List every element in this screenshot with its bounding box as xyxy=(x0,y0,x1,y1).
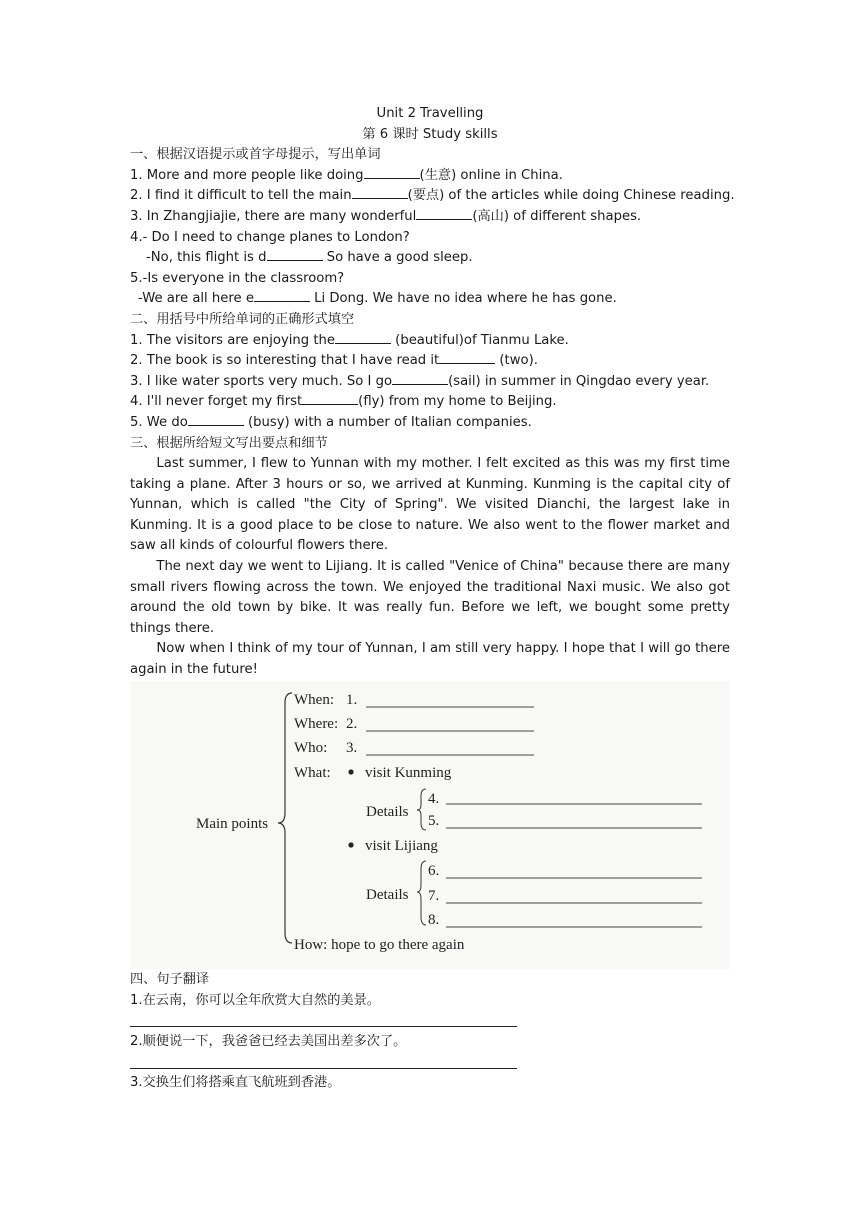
s2-item-3 xyxy=(130,372,730,393)
blank-field xyxy=(392,372,448,385)
worksheet xyxy=(130,104,735,681)
translation-answer-line-1 xyxy=(130,1026,517,1027)
num-6: 6. xyxy=(428,863,440,879)
s1-item-5-pre: -No, this flight is d xyxy=(146,250,267,266)
s1-item-2-pre: 2. I find it difficult to tell the main xyxy=(130,188,352,204)
translation-answer-line-2 xyxy=(130,1068,517,1069)
blank-field xyxy=(254,289,310,302)
s2-item-1-pre: 1. The visitors are enjoying the xyxy=(130,332,335,348)
num-7: 7. xyxy=(428,888,440,904)
s2-item-5-post: (busy) with a number of Italian companies. xyxy=(243,414,532,430)
s1-item-7-post: Li Dong. We have no idea where he has gone. xyxy=(309,291,617,307)
s2-item-5-pre: 5. We do xyxy=(130,414,188,430)
s1-item-6-pre: 5.-Is everyone in the classroom? xyxy=(130,270,345,286)
blank-field xyxy=(352,186,408,199)
blank-field xyxy=(416,207,472,220)
s1-item-4 xyxy=(130,228,730,249)
details-bracket-2 xyxy=(417,861,426,925)
details-label-1: Details xyxy=(366,804,409,820)
s1-item-1-pre: 1. More and more people like doing xyxy=(130,167,364,183)
num-8: 8. xyxy=(428,912,440,928)
what-label: What: xyxy=(294,765,331,781)
section3-heading: 三、根据所给短文写出要点和细节 xyxy=(130,435,328,451)
details-bracket-1 xyxy=(417,789,426,830)
s2-item-2-post: (two). xyxy=(495,353,538,369)
s1-item-5-post: So have a good sleep. xyxy=(322,250,473,266)
passage-paragraph-2: The next day we went to Lijiang. It is called "Venice of China" because there are many small rivers flowing across the town. We enjoyed the traditional Naxi music. We also got around the old town by bike. It was really fun. Before we left, we bought some pretty things there. xyxy=(130,559,730,636)
passage-paragraph-1: Last summer, I flew to Yunnan with my mother. I felt excited as this was my first time taking a plane. After 3 hours or so, we arrived at Kunming. Kunming is the capital city of Yunnan, which is called "the City of Spring". We visited Dianchi, the largest lake in Kunming. It is a good place to be close to nature. We also went to the flower market and saw all kinds of colourful flowers there. xyxy=(130,456,730,554)
s2-item-4-post: (fly) from my home to Beijing. xyxy=(358,394,557,410)
s2-item-5 xyxy=(130,413,730,434)
diagram-canvas xyxy=(130,681,730,969)
translation-item-2: 2.顺便说一下，我爸爸已经去美国出差多次了。 xyxy=(130,1034,407,1049)
s1-item-5 xyxy=(130,269,730,290)
section4-heading: 四、句子翻译 xyxy=(130,972,210,987)
s2-item-1 xyxy=(130,331,730,352)
s1-item-5-answer xyxy=(130,289,730,310)
s2-item-2-pre: 2. The book is so interesting that I have read it xyxy=(130,353,440,369)
page-subtitle: 第 6 课时 Study skills xyxy=(362,126,498,142)
blank-field xyxy=(439,351,495,364)
bullet-icon xyxy=(348,842,353,847)
s1-item-1 xyxy=(130,166,730,187)
bullet-icon xyxy=(348,769,353,774)
s2-item-2 xyxy=(130,351,730,372)
who-label: Who: xyxy=(294,740,328,756)
blank-field xyxy=(267,248,323,261)
num-1: 1. xyxy=(346,692,358,708)
s2-item-4 xyxy=(130,392,730,413)
blank-field xyxy=(188,413,244,426)
how-label: How: hope to go there again xyxy=(294,937,465,953)
where-label: Where: xyxy=(294,716,339,732)
s1-item-1-post: (生意) online in China. xyxy=(419,167,563,183)
visit-lijiang: visit Lijiang xyxy=(365,838,438,854)
section2-heading: 二、用括号中所给单词的正确形式填空 xyxy=(130,311,355,327)
num-4: 4. xyxy=(428,791,440,807)
blank-field xyxy=(302,392,358,405)
passage-paragraph-3: Now when I think of my tour of Yunnan, I am still very happy. I hope that I will go there again in the future! xyxy=(130,641,730,678)
s1-item-2-post: (要点) of the articles while doing Chinese reading. xyxy=(407,188,735,204)
s1-item-3 xyxy=(130,207,730,228)
s1-item-4-pre: 4.- Do I need to change planes to London? xyxy=(130,229,410,245)
s1-item-7-pre: -We are all here e xyxy=(138,291,254,307)
blank-field xyxy=(335,331,391,344)
translation-item-3: 3.交换生们将搭乘直飞航班到香港。 xyxy=(130,1075,341,1090)
s2-item-3-post: (sail) in summer in Qingdao every year. xyxy=(448,373,710,389)
main-bracket xyxy=(278,693,292,943)
s1-item-3-pre: 3. In Zhangjiajie, there are many wonderful xyxy=(130,208,417,224)
s1-item-3-post: (高山) of different shapes. xyxy=(472,208,642,224)
s1-item-4-answer xyxy=(130,248,730,269)
section1-heading: 一、根据汉语提示或首字母提示，写出单词 xyxy=(130,147,381,163)
main-points-diagram xyxy=(130,681,730,969)
s1-item-2 xyxy=(130,186,735,207)
when-label: When: xyxy=(294,692,334,708)
num-3: 3. xyxy=(346,740,358,756)
s2-item-4-pre: 4. I'll never forget my first xyxy=(130,394,303,410)
visit-kunming: visit Kunming xyxy=(365,765,452,781)
s2-item-3-pre: 3. I like water sports very much. So I go xyxy=(130,373,393,389)
translation-item-1: 1.在云南，你可以全年欣赏大自然的美景。 xyxy=(130,993,380,1008)
page-title: Unit 2 Travelling xyxy=(376,106,484,121)
num-2: 2. xyxy=(346,716,358,732)
s2-item-1-post: (beautiful)of Tianmu Lake. xyxy=(390,332,569,348)
num-5: 5. xyxy=(428,813,440,829)
blank-field xyxy=(364,166,420,179)
details-label-2: Details xyxy=(366,887,409,903)
main-points-label: Main points xyxy=(196,816,269,832)
